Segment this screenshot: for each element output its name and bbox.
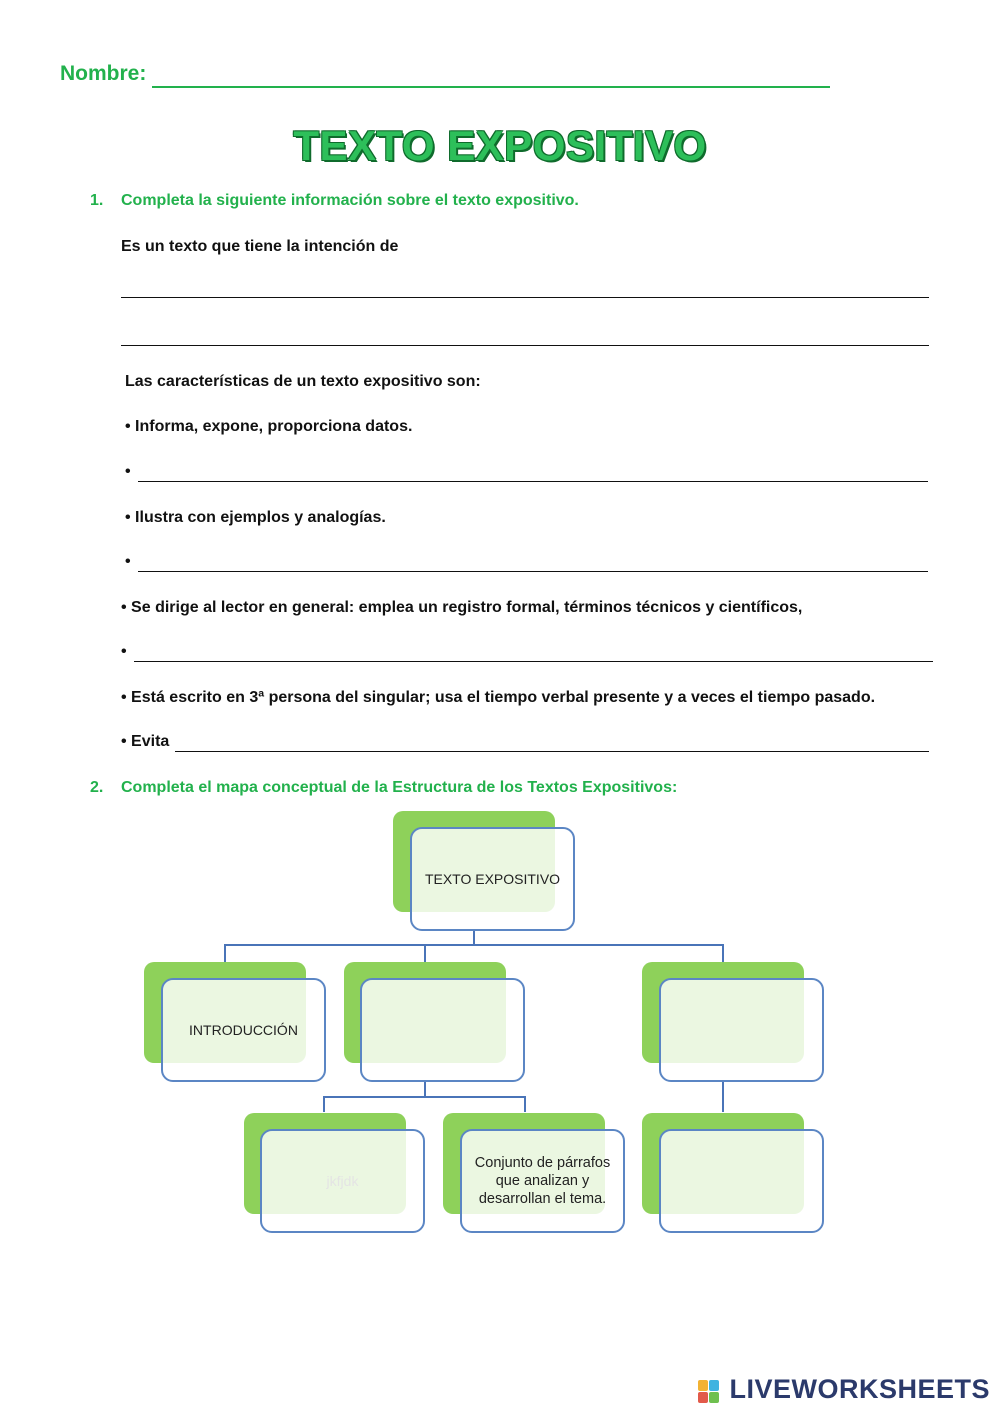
- characteristic-item: • Se dirige al lector en general: emplea un registro formal, términos técnicos y científicos,: [121, 599, 803, 616]
- characteristics-heading: Las características de un texto expositivo son:: [125, 373, 481, 390]
- connector: [424, 1081, 426, 1097]
- characteristic-item: • Informa, expone, proporciona datos.: [125, 418, 413, 435]
- intention-answer-line-2[interactable]: [121, 345, 929, 346]
- characteristic-evita: • Evita: [121, 733, 170, 750]
- characteristic-answer-line-3[interactable]: [134, 661, 933, 662]
- map-dev-child-2-node: Conjunto de párrafos que analizan y desarrollan el tema.: [460, 1129, 625, 1233]
- connector: [722, 944, 724, 962]
- question-2-number: 2.: [90, 779, 104, 796]
- evita-answer-line[interactable]: [175, 751, 929, 752]
- name-label: Nombre:: [60, 62, 147, 85]
- question-1-prompt: Completa la siguiente información sobre el texto expositivo.: [121, 192, 579, 209]
- liveworksheets-logo-icon: [698, 1380, 720, 1404]
- characteristic-item: • Ilustra con ejemplos y analogías.: [125, 509, 386, 526]
- connector: [722, 1081, 724, 1112]
- map-intro-node: INTRODUCCIÓN: [161, 978, 326, 1082]
- characteristic-bullet: •: [121, 643, 127, 660]
- connector: [323, 1096, 325, 1112]
- connector: [224, 944, 724, 946]
- question-2-prompt: Completa el mapa conceptual de la Estructura de los Textos Expositivos:: [121, 779, 678, 796]
- map-conclusion-child-node[interactable]: [659, 1129, 824, 1233]
- intention-intro: Es un texto que tiene la intención de: [121, 238, 399, 255]
- connector: [524, 1096, 526, 1112]
- connector: [323, 1096, 526, 1098]
- question-1-number: 1.: [90, 192, 104, 209]
- name-input-line[interactable]: [152, 86, 830, 88]
- connector: [473, 930, 475, 944]
- characteristic-answer-line-2[interactable]: [138, 571, 928, 572]
- map-conclusion-node[interactable]: [659, 978, 824, 1082]
- map-dev-child-1-node[interactable]: jkfjdk: [260, 1129, 425, 1233]
- liveworksheets-brand: LIVEWORKSHEETS: [729, 1374, 990, 1404]
- connector: [224, 944, 226, 962]
- map-development-node[interactable]: [360, 978, 525, 1082]
- map-root-node: TEXTO EXPOSITIVO: [410, 827, 575, 931]
- intention-answer-line-1[interactable]: [121, 297, 929, 298]
- characteristic-answer-line-1[interactable]: [138, 481, 928, 482]
- characteristic-bullet: •: [125, 553, 131, 570]
- page-title: TEXTO EXPOSITIVO: [293, 122, 707, 169]
- connector: [424, 944, 426, 962]
- characteristic-item: • Está escrito en 3ª persona del singular; usa el tiempo verbal presente y a veces el tiempo pasado.: [121, 689, 876, 706]
- characteristic-bullet: •: [125, 463, 131, 480]
